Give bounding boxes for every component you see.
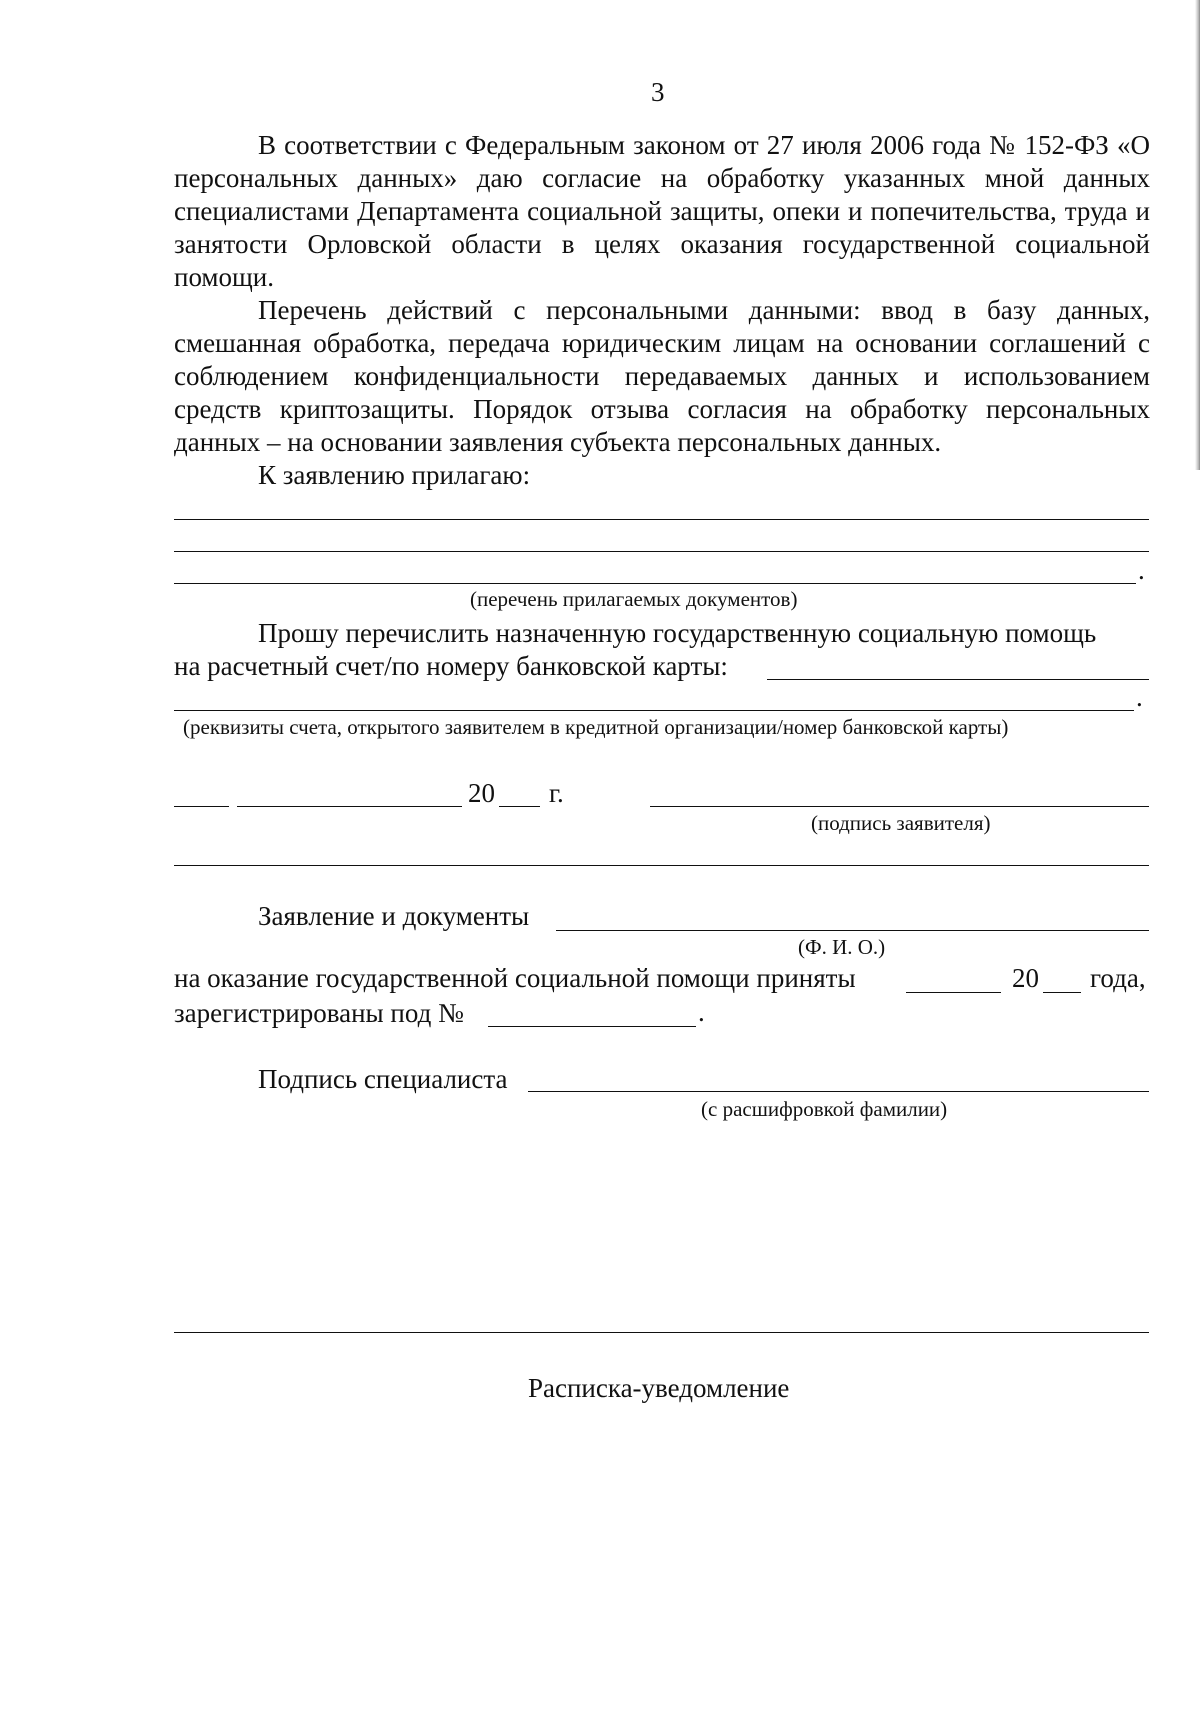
- date-day-field[interactable]: [174, 806, 229, 807]
- page-number: 3: [651, 77, 665, 107]
- accepted-year-prefix: 20: [1012, 963, 1039, 993]
- registration-number-field[interactable]: [488, 1026, 696, 1027]
- documents-label: Заявление и документы: [258, 901, 530, 931]
- attachments-line-1[interactable]: [174, 519, 1149, 520]
- accepted-date-field[interactable]: [906, 992, 1001, 993]
- payment-caption: (реквизиты счета, открытого заявителем в кредитной организации/номер банковской карты): [183, 715, 1009, 739]
- date-year-field[interactable]: [499, 806, 540, 807]
- specialist-caption: (с расшифровкой фамилии): [701, 1097, 948, 1121]
- payment-end-mark: .: [1136, 682, 1143, 712]
- bank-account-field-continued[interactable]: [174, 710, 1134, 711]
- receipt-title: Расписка-уведомление: [528, 1373, 790, 1403]
- consent-paragraph-1-text: В соответствии с Федеральным законом от 27 июля 2006 года № 152-ФЗ «О персональных данных» даю согласие на обработку указанных мной данных специалистами Департамента социальной защиты, опеки и попечительства, труда и занятости Орловской области в целях оказания государственной социальной помощи.: [174, 130, 1150, 292]
- consent-paragraph-1: [174, 129, 1150, 294]
- accepted-year-field[interactable]: [1043, 992, 1081, 993]
- specialist-signature-label: Подпись специалиста: [258, 1064, 508, 1094]
- attachments-end-mark: .: [1138, 555, 1145, 585]
- registered-label: зарегистрированы под №: [174, 998, 464, 1028]
- date-year-prefix: 20: [468, 778, 495, 808]
- date-year-suffix: г.: [549, 778, 564, 808]
- date-month-field[interactable]: [237, 806, 462, 807]
- attachments-line-2[interactable]: [174, 551, 1149, 552]
- separator-line: [174, 865, 1149, 866]
- attachments-caption: (перечень прилагаемых документов): [470, 587, 798, 611]
- applicant-signature-field[interactable]: [650, 806, 1149, 807]
- consent-paragraph-2-text: Перечень действий с персональными данными: ввод в базу данных, смешанная обработка, передача юридическим лицам на основании соглашений с соблюдением конфиденциальности передаваемых данных и использованием средств криптозащиты. Порядок отзыва согласия на обработку персональных данных – на основании заявления субъекта персональных данных.: [174, 295, 1150, 457]
- fio-field[interactable]: [556, 930, 1149, 931]
- registration-end-mark: .: [698, 997, 705, 1027]
- attachments-label: К заявлению прилагаю:: [258, 460, 531, 490]
- specialist-signature-field[interactable]: [528, 1091, 1149, 1092]
- attachments-line-3[interactable]: [174, 583, 1136, 584]
- consent-paragraph-2: [174, 294, 1150, 459]
- bank-account-field[interactable]: [767, 679, 1149, 680]
- accepted-year-suffix: года,: [1090, 963, 1146, 993]
- cut-line: [174, 1332, 1149, 1333]
- accepted-text: на оказание государственной социальной помощи приняты: [174, 963, 856, 993]
- scan-edge-shadow: [1195, 0, 1200, 470]
- signature-caption: (подпись заявителя): [811, 811, 991, 835]
- fio-caption: (Ф. И. О.): [798, 935, 886, 959]
- payment-request-line-2: на расчетный счет/по номеру банковской карты:: [174, 651, 728, 681]
- payment-request-line-1: Прошу перечислить назначенную государственную социальную помощь: [258, 618, 1097, 648]
